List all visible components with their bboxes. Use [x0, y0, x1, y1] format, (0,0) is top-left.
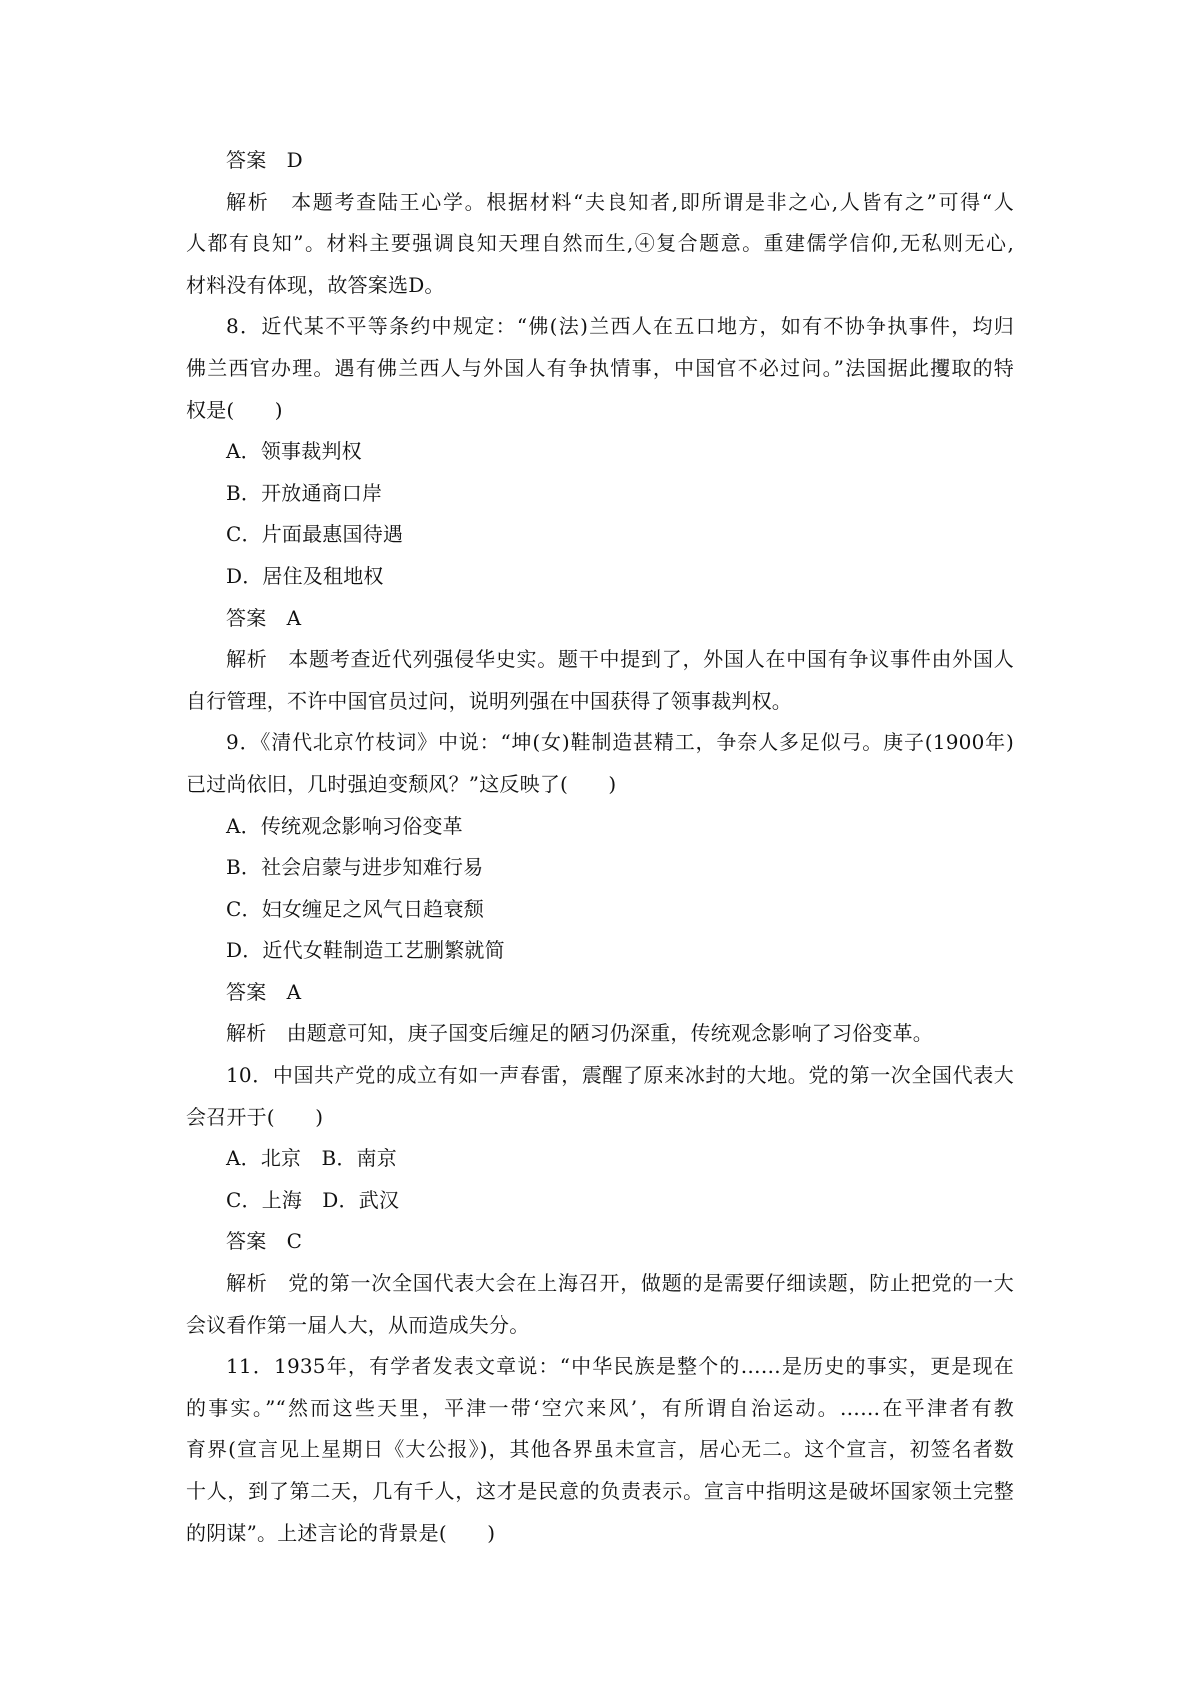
text-line: 会召开于( ) [186, 1104, 324, 1129]
answer-line: 答案 A [226, 605, 302, 630]
text-line: 材料没有体现，故答案选D。 [186, 272, 445, 297]
analysis-line: 解析 本题考查近代列强侵华史实。题干中提到了，外国人在中国有争议事件由外国人 [226, 647, 1014, 672]
text-line: 的阴谋”。上述言论的背景是( ) [186, 1520, 496, 1545]
question-10-stem: 10．中国共产党的成立有如一声春雷，震醒了原来冰封的大地。党的第一次全国代表大 [226, 1063, 1014, 1088]
question-9-stem: 9．《清代北京竹枝词》中说：“坤(女)鞋制造甚精工，争奈人多足似弓。庚子(1900年) [226, 730, 1014, 755]
text-line: 已过尚依旧，几时强迫变颓风？”这反映了( ) [186, 771, 617, 796]
option-a: A．领事裁判权 [226, 439, 362, 464]
text-line: 佛兰西官办理。遇有佛兰西人与外国人有争执情事，中国官不必过问。”法国据此攫取的特 [186, 355, 1014, 380]
answer-line: 答案 A [226, 979, 302, 1004]
question-8-stem: 8．近代某不平等条约中规定：“佛(法)兰西人在五口地方，如有不协争执事件，均归 [226, 314, 1014, 339]
analysis-line: 解析 由题意可知，庚子国变后缠足的陋习仍深重，传统观念影响了习俗变革。 [226, 1021, 933, 1046]
option-b: B．开放通商口岸 [226, 480, 383, 505]
text-line: 人都有良知”。材料主要强调良知天理自然而生,④复合题意。重建儒学信仰,无私则无心, [186, 231, 1014, 256]
text-line: 育界(宣言见上星期日《大公报》)，其他各界虽未宣言，居心无二。这个宣言，初签名者数 [186, 1437, 1014, 1462]
text-line: 的事实。”“然而这些天里，平津一带‘空穴来风’，有所谓自治运动。……在平津者有教 [186, 1395, 1014, 1420]
text-line: 权是( ) [186, 397, 283, 422]
text-line: 会议看作第一届人大，从而造成失分。 [186, 1312, 530, 1337]
analysis-line: 解析 党的第一次全国代表大会在上海召开，做题的是需要仔细读题，防止把党的一大 [226, 1271, 1014, 1296]
analysis-line: 解析 本题考查陆王心学。根据材料“夫良知者,即所谓是非之心,人皆有之”可得“人 [226, 189, 1014, 214]
question-11-stem: 11．1935年，有学者发表文章说：“中华民族是整个的……是历史的事实，更是现在 [226, 1354, 1014, 1379]
option-d: D．近代女鞋制造工艺删繁就简 [226, 938, 505, 963]
option-b: B．社会启蒙与进步知难行易 [226, 855, 484, 880]
option-a: A．传统观念影响习俗变革 [226, 813, 463, 838]
text-line: 自行管理，不许中国官员过问，说明列强在中国获得了领事裁判权。 [186, 688, 792, 713]
text-line: 十人，到了第二天，几有千人，这才是民意的负责表示。宣言中指明这是破坏国家领土完整 [186, 1479, 1014, 1503]
answer-line: 答案 C [226, 1229, 303, 1254]
option-c: C．妇女缠足之风气日趋衰颓 [226, 896, 484, 921]
answer-line: 答案 D [226, 148, 303, 172]
option-row: A．北京 B．南京 [226, 1146, 397, 1171]
option-c: C．片面最惠国待遇 [226, 522, 404, 547]
option-row: C．上海 D．武汉 [226, 1187, 400, 1212]
option-d: D．居住及租地权 [226, 563, 384, 588]
